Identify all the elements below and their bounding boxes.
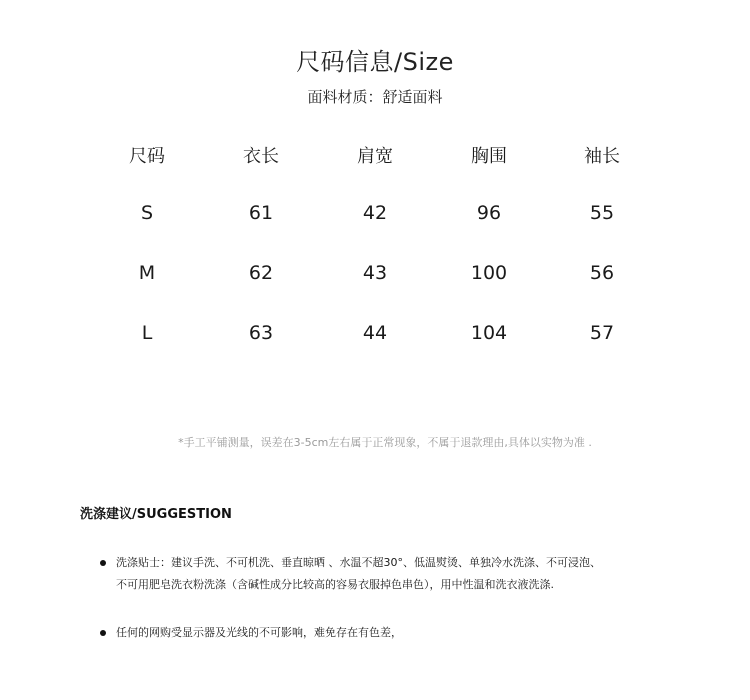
- column-header-length: 衣长: [243, 146, 279, 167]
- care-tip-line-1: 洗涤贴士：建议手洗、不可机洗、垂直晾晒 、水温不超30°、低温熨烫、单独冷水洗涤、不可浸泡、: [116, 556, 601, 569]
- table-row: [90, 202, 660, 262]
- column-header-sleeve: 袖长: [584, 146, 620, 167]
- list-item: [98, 622, 738, 644]
- table-row: [90, 262, 660, 322]
- shoulder-cell: 42: [362, 202, 388, 224]
- column-header-size: 尺码: [129, 146, 165, 167]
- length-cell: 62: [248, 262, 274, 284]
- size-table: [90, 142, 660, 382]
- sleeve-cell: 55: [589, 202, 615, 224]
- color-difference-note: 任何的网购受显示器及光线的不可影响，难免存在有色差，: [116, 626, 402, 639]
- size-cell: S: [140, 202, 154, 224]
- material-info: 面料材质：舒适面料: [307, 88, 443, 106]
- length-cell: 61: [248, 202, 274, 224]
- table-row: [90, 322, 660, 382]
- chest-cell: 100: [470, 262, 508, 284]
- bullet-icon: [100, 560, 106, 566]
- bullet-icon: [100, 630, 106, 636]
- column-header-chest: 胸围: [471, 146, 507, 167]
- length-cell: 63: [248, 322, 274, 344]
- page-title: 尺码信息/Size: [296, 48, 454, 76]
- sleeve-cell: 56: [589, 262, 615, 284]
- care-tip-line-2: 不可用肥皂洗衣粉洗涤（含碱性成分比较高的容易衣服掉色串色），用中性温和洗衣液洗涤.: [116, 578, 554, 591]
- care-tips-list: [98, 552, 738, 596]
- shoulder-cell: 43: [362, 262, 388, 284]
- chest-cell: 96: [476, 202, 502, 224]
- size-cell: L: [141, 322, 153, 344]
- sleeve-cell: 57: [589, 322, 615, 344]
- column-header-shoulder: 肩宽: [357, 146, 393, 167]
- size-cell: M: [138, 262, 156, 284]
- table-header-row: [90, 142, 660, 202]
- measurement-note: *手工平铺测量，误差在3-5cm左右属于正常现象，不属于退款理由,具体以实物为准 .: [178, 436, 592, 449]
- suggestion-heading: 洗涤建议/SUGGESTION: [80, 507, 232, 522]
- chest-cell: 104: [470, 322, 508, 344]
- color-note-list: [98, 622, 738, 644]
- shoulder-cell: 44: [362, 322, 388, 344]
- list-item: [98, 552, 738, 596]
